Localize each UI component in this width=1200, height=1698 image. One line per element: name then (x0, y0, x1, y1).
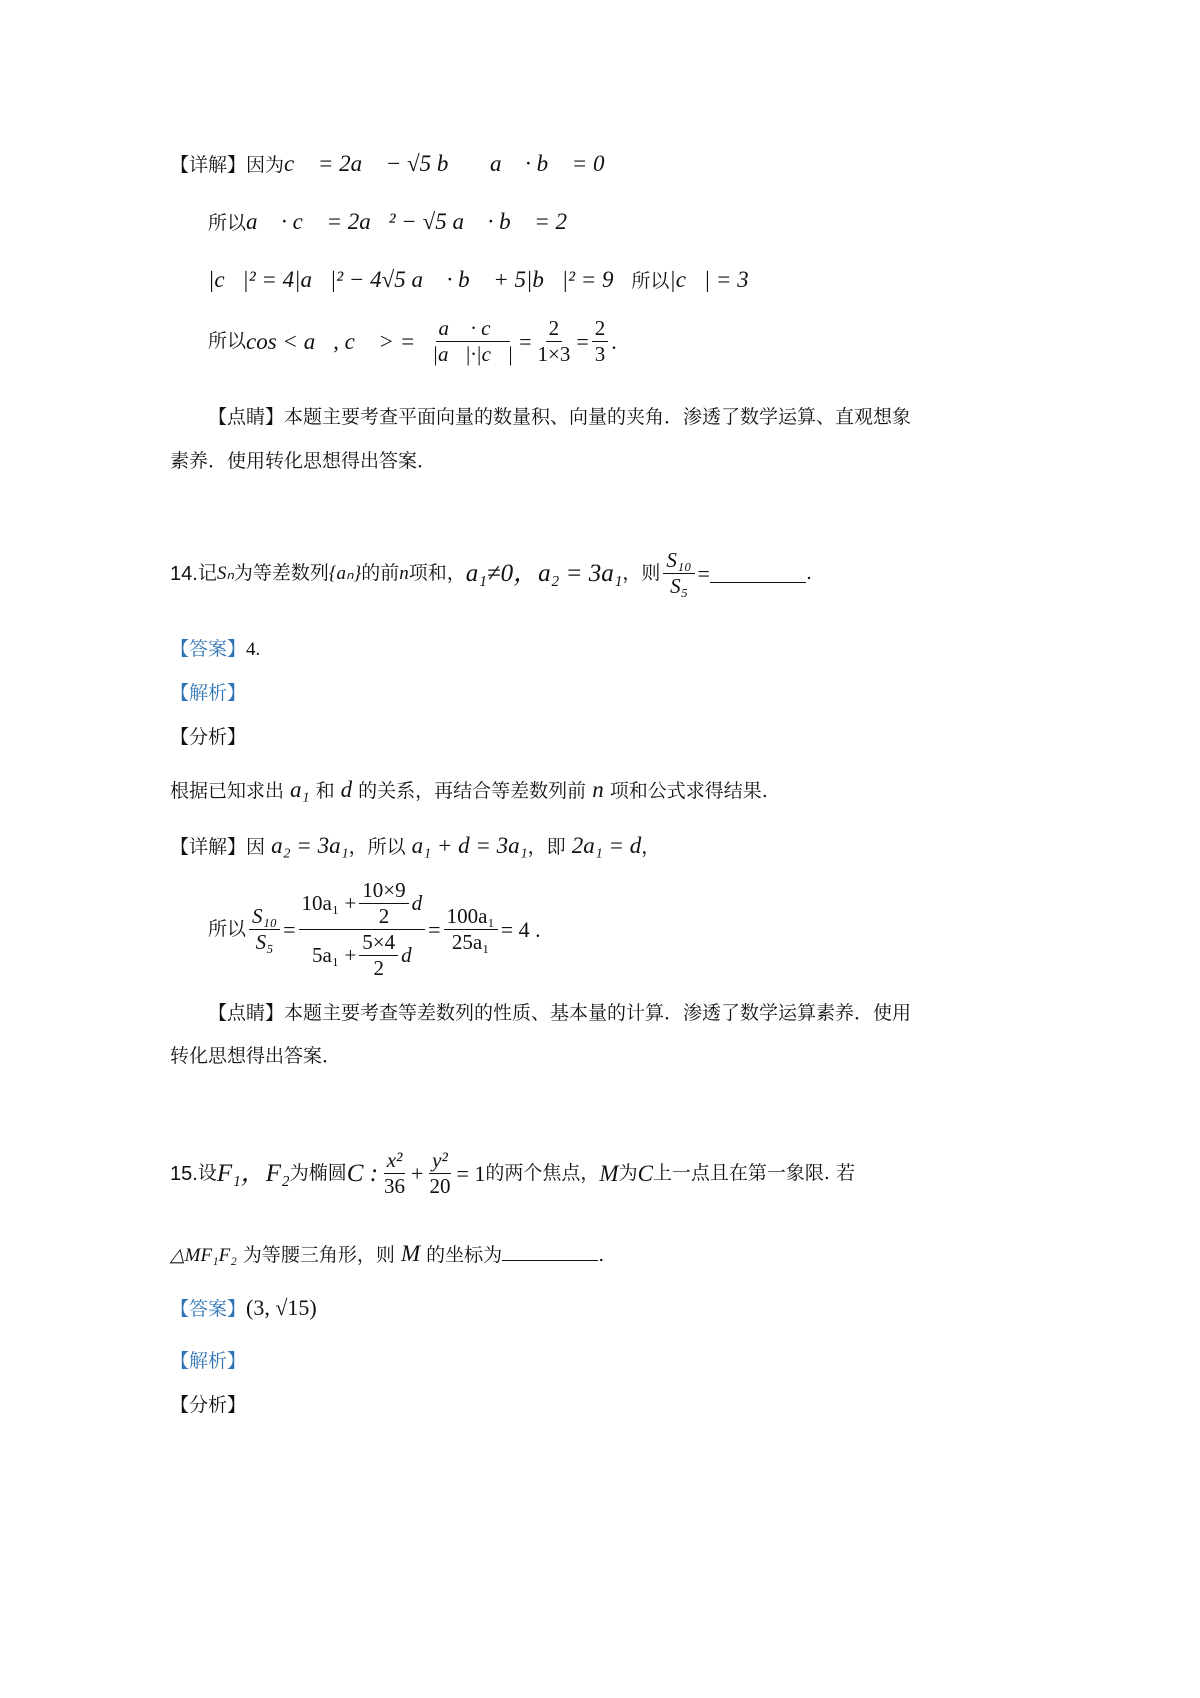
text: 和 (309, 780, 341, 802)
text: ，则 (622, 562, 661, 584)
q15-stem-line1 (170, 1150, 855, 1197)
text: 为等差数列 (233, 562, 329, 584)
q14-detail-line1 (170, 834, 660, 857)
math: c⃗ = 2a⃗ − √5 b⃗ ，a⃗ · b⃗ = 0， (284, 151, 623, 176)
period: . (611, 328, 617, 354)
math: n (399, 563, 409, 584)
denominator: 3 (594, 342, 606, 366)
fraction (426, 1150, 453, 1197)
numerator (299, 880, 426, 930)
numerator: 100a₁ (444, 906, 498, 930)
text: 本题主要考查平面向量的数量积、向量的夹角．渗透了数学运算、直观想象 (284, 406, 912, 428)
q14-fenxi-label: 【分析】 (170, 726, 247, 748)
math: C (637, 1161, 653, 1186)
text: 的坐标为 (420, 1244, 503, 1266)
fraction (444, 906, 498, 953)
text: 为椭圆 (289, 1162, 347, 1184)
denominator: |a⃗|·|c⃗| (432, 342, 514, 366)
math: Sₙ (216, 563, 234, 584)
denominator: 2 (378, 904, 390, 928)
q14-stem (170, 550, 812, 597)
numerator: 5×4 (359, 932, 398, 956)
q13-detail-line1 (170, 152, 622, 175)
numerator: S₁₀ (249, 906, 280, 930)
result: = 4 . (500, 916, 541, 942)
equals: = (428, 916, 441, 942)
comment-label: 【点睛】 (208, 1002, 285, 1024)
term: 5a₁ + (312, 943, 357, 967)
q14-analysis-label: 【解析】 (170, 682, 247, 704)
math: a₂ = 3a₁ (271, 833, 349, 858)
fraction (299, 880, 426, 979)
q13-comment-line1 (208, 408, 911, 427)
numerator: a⃗ · c⃗ (436, 318, 510, 342)
math: a⃗ · c⃗ = 2a⃗² − √5 a⃗ · b⃗ = 2， (246, 209, 585, 234)
text: 的关系，再结合等差数列前 (352, 780, 593, 802)
text: 所以 (631, 270, 670, 292)
q14-comment-line2: 转化思想得出答案． (170, 1045, 342, 1067)
denominator: 2 (373, 956, 384, 980)
text: 的两个焦点， (485, 1162, 600, 1184)
fraction (249, 906, 280, 953)
text: 的前 (361, 562, 400, 584)
answer-label: 【答案】 (170, 1298, 247, 1320)
math: a₁ (290, 777, 310, 802)
term: d (411, 891, 423, 915)
text: 根据已知求出 (170, 780, 291, 802)
text: 因为 (246, 154, 285, 176)
q14-detail-calc (208, 880, 541, 979)
q15-fenxi-label: 【分析】 (170, 1394, 247, 1416)
equals: = (576, 328, 589, 354)
numerator: 2 (592, 318, 609, 342)
q15-analysis-label: 【解析】 (170, 1350, 247, 1372)
answer-label: 【答案】 (170, 638, 247, 660)
math: F₁，F₂ (216, 1160, 290, 1187)
equals: = (697, 560, 710, 586)
text: 为 (618, 1162, 638, 1184)
math: |c⃗|² = 4|a⃗|² − 4√5 a⃗ · b⃗ + 5|b⃗|² = 9， (208, 267, 632, 292)
q14-answer (170, 640, 260, 659)
answer-blank (502, 1242, 598, 1261)
fraction (381, 1150, 408, 1197)
answer-blank (710, 564, 806, 583)
math: |c⃗| = 3， (669, 267, 767, 292)
math: d (340, 777, 353, 802)
term: 10a₁ + (301, 891, 357, 915)
text: 所以 (208, 212, 247, 234)
plus: + (411, 1160, 424, 1186)
q14-fenxi-text (170, 778, 768, 801)
fraction (429, 318, 516, 365)
comment-label: 【点睛】 (208, 406, 285, 428)
answer-value: 4. (246, 639, 261, 660)
numerator: S₁₀ (663, 550, 694, 574)
period: . (598, 1244, 605, 1266)
denominator (309, 930, 415, 979)
term: d (401, 943, 412, 967)
math: a₁ + d = 3a₁ (411, 833, 528, 858)
fraction (359, 932, 398, 979)
math: △MF₁F₂ (170, 1245, 237, 1266)
answer-value: (3, √15) (246, 1295, 317, 1320)
math: 2a₁ = d (571, 833, 642, 858)
text: 为等腰三角形，则 (236, 1244, 401, 1266)
denominator: 20 (429, 1174, 451, 1198)
text: 素养．使用转化思想得出答案． (170, 450, 437, 472)
denominator: 25a₁ (451, 930, 490, 954)
text: 所以 (208, 918, 247, 940)
numerator: y² (429, 1150, 451, 1174)
text: 项和， (408, 562, 466, 584)
fraction (663, 550, 694, 597)
period: . (805, 562, 812, 584)
text: 因 (246, 836, 272, 858)
denominator: S₅ (670, 574, 688, 598)
q14-comment-line1 (208, 1004, 911, 1023)
detail-label: 【详解】 (170, 154, 247, 176)
text: 项和公式求得结果. (603, 780, 768, 802)
fraction (359, 880, 408, 927)
question-number: 15. (170, 1162, 198, 1185)
math: M (400, 1241, 421, 1266)
denominator: 1×3 (537, 342, 571, 366)
math: {aₙ} (328, 563, 362, 584)
text: 所以 (208, 330, 247, 352)
text: ， (641, 836, 661, 858)
text: ，即 (527, 836, 572, 858)
numerator: 10×9 (359, 880, 408, 904)
equals: = (283, 916, 296, 942)
denominator: 36 (384, 1174, 406, 1198)
detail-label: 【详解】 (170, 836, 247, 858)
math: cos < a⃗, c⃗ > = (246, 329, 416, 354)
numerator: x² (384, 1150, 406, 1174)
text: 设 (197, 1162, 217, 1184)
q13-detail-line2 (208, 210, 585, 233)
q15-answer (170, 1297, 317, 1319)
question-number: 14. (170, 562, 198, 585)
math: M (599, 1161, 619, 1186)
math: n (592, 777, 604, 802)
text: 本题主要考查等差数列的性质、基本量的计算．渗透了数学运算素养．使用 (284, 1002, 912, 1024)
fraction (592, 318, 609, 365)
math: a₁≠0，a₂ = 3a₁ (465, 560, 623, 587)
q13-detail-line4 (208, 318, 617, 365)
text: 记 (197, 562, 217, 584)
numerator: 2 (546, 318, 563, 342)
equals: = 1 (456, 1160, 486, 1186)
q15-stem-line2 (170, 1242, 604, 1265)
text: 上一点且在第一象限. 若 (652, 1162, 856, 1184)
equals: = (519, 328, 532, 354)
fraction (535, 318, 574, 365)
denominator: S₅ (255, 930, 274, 954)
q13-comment-line2 (170, 452, 436, 471)
q13-detail-line3 (208, 268, 767, 291)
text: ，所以 (348, 836, 412, 858)
math: C : (346, 1160, 379, 1187)
